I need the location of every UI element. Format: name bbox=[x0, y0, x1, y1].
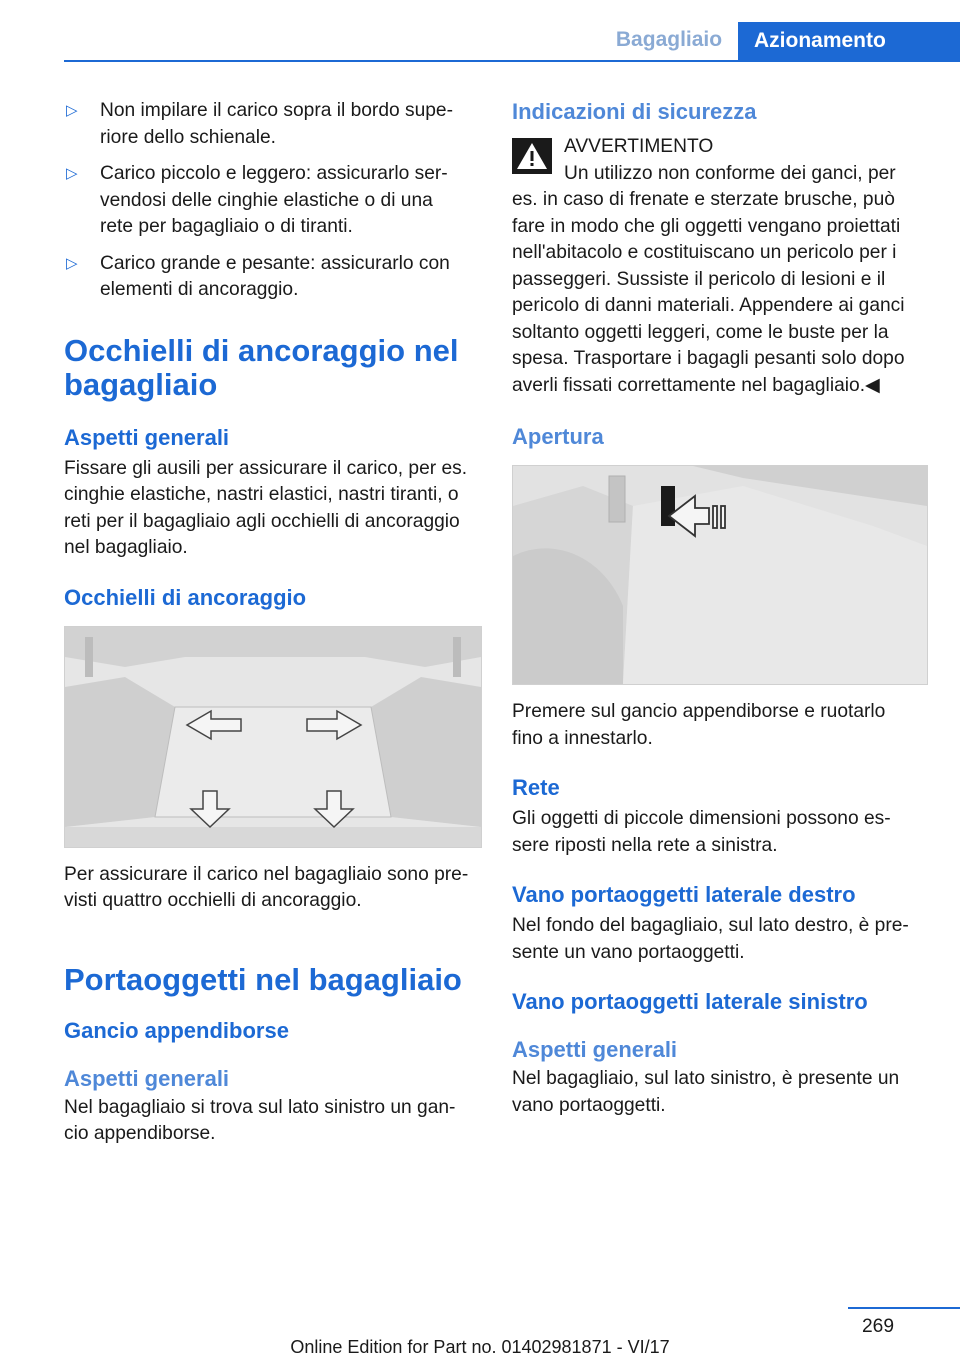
triangle-bullet-icon: ▷ bbox=[66, 254, 78, 272]
bullet-list bbox=[64, 98, 482, 304]
paragraph-left-compartment: Nel bagagliaio, sul lato sinistro, è presente un vano portaoggetti. bbox=[512, 1068, 900, 1116]
bag-hook-figure bbox=[512, 465, 928, 685]
paragraph-right-compartment: Nel fondo del bagagliaio, sul lato destro, è pre‐ sente un vano portaoggetti. bbox=[512, 915, 909, 963]
heading-anchor-eyes: Occhielli di ancoraggio nel bagagliaio bbox=[64, 332, 459, 402]
edition-footer: Online Edition for Part no. 01402981871 - VI/17 bbox=[290, 1337, 670, 1357]
heading-general-hook: Aspetti generali bbox=[64, 1065, 230, 1091]
left-column bbox=[64, 98, 482, 1148]
heading-bag-hook: Gancio appendiborse bbox=[64, 1017, 289, 1043]
heading-storage: Portaoggetti nel bagagliaio bbox=[64, 961, 462, 997]
heading-right-compartment: Vano portaoggetti laterale destro bbox=[512, 882, 856, 907]
paragraph-anchor-eyes: Per assicurare il carico nel bagagliaio sono pre‐ visti quattro occhielli di ancoraggio. bbox=[64, 863, 469, 911]
warning-text: es. in caso di frenate e sterzate brusche, può fare in modo che gli oggetti vengano proiettati nell'abitacolo e costituiscano un pericolo per i passeggeri. Sussiste il pericolo di lesioni e il pericolo di danni materiali. Appendere ai ganci soltanto oggetti leggeri, come le buste per la spesa. Trasportare i bagagli pesanti solo dopo averli fissati correttamente nel bagagliaio.◀ bbox=[512, 189, 905, 396]
heading-safety: Indicazioni di sicurezza bbox=[512, 99, 757, 124]
warning-first-line: Un utilizzo non conforme dei ganci, per bbox=[564, 162, 896, 184]
paragraph-bag-hook: Nel bagagliaio si trova sul lato sinistro un gan‐ cio appendiborse. bbox=[64, 1096, 456, 1144]
heading-anchor-eyes-sub: Occhielli di ancoraggio bbox=[64, 584, 307, 610]
page-number: 269 bbox=[862, 1316, 895, 1337]
heading-general-left: Aspetti generali bbox=[512, 1037, 678, 1062]
chapter-tab[interactable]: Azionamento bbox=[738, 22, 960, 60]
paragraph-general: Fissare gli ausili per assicurare il carico, per es. cinghie elastiche, nastri elastici, nastri tiranti, o reti per il bagagliaio agli occhielli di ancoraggio nel bagagliaio. bbox=[64, 457, 468, 558]
paragraph-opening: Premere sul gancio appendiborse e ruotarlo fino a innestarlo. bbox=[512, 701, 886, 749]
trunk-anchor-eyes-figure bbox=[64, 626, 482, 848]
page-header bbox=[0, 22, 960, 64]
right-column bbox=[512, 98, 930, 1119]
triangle-bullet-icon: ▷ bbox=[66, 165, 78, 182]
heading-net: Rete bbox=[512, 775, 560, 800]
warning-icon bbox=[512, 138, 552, 174]
warning-title: AVVERTIMENTO bbox=[564, 136, 714, 157]
heading-opening: Apertura bbox=[512, 424, 604, 449]
warning-block bbox=[512, 134, 930, 399]
list-item: ▷ Carico piccolo e leggero: assicurarlo ser‐ vendosi delle cinghie elastiche o di una rete per bagagliaio o di tiranti. bbox=[66, 163, 448, 237]
page-number-rule bbox=[848, 1307, 960, 1309]
list-item: ▷ Non impilare il carico sopra il bordo supe‐ riore dello schienale. bbox=[66, 100, 453, 148]
section-tab[interactable]: Bagagliaio bbox=[615, 28, 723, 51]
triangle-bullet-icon: ▷ bbox=[66, 102, 78, 119]
header-rule bbox=[64, 60, 960, 62]
heading-general: Aspetti generali bbox=[64, 424, 230, 450]
paragraph-net: Gli oggetti di piccole dimensioni possono es‐ sere riposti nella rete a sinistra. bbox=[512, 808, 891, 856]
heading-left-compartment: Vano portaoggetti laterale sinistro bbox=[512, 989, 868, 1014]
list-item: ▷ Carico grande e pesante: assicurarlo con elementi di ancoraggio. bbox=[66, 252, 450, 300]
